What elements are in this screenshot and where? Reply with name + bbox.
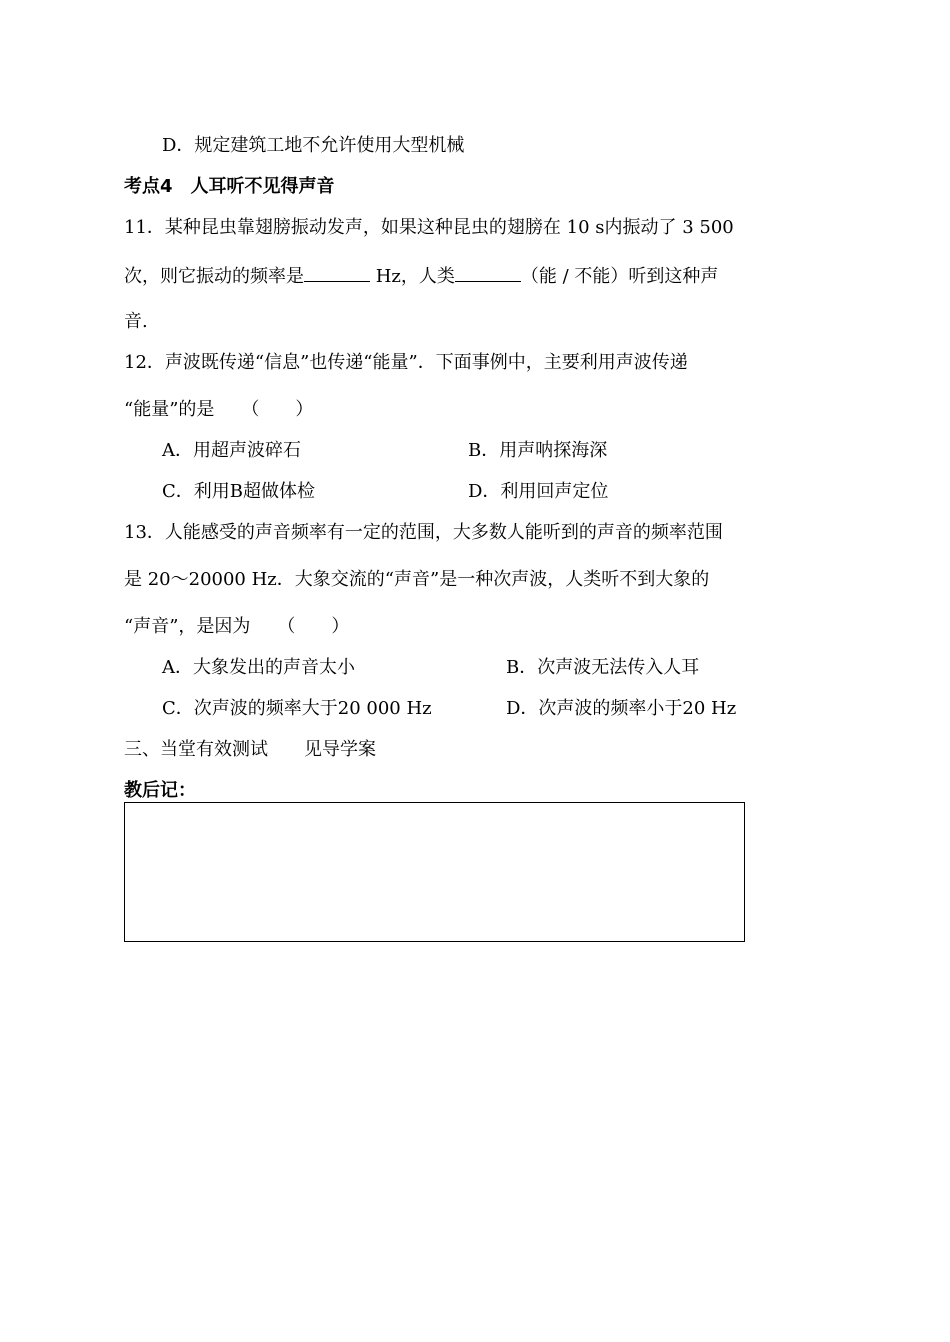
q11-line-3: 音. [124,311,148,332]
q12-line-2: “能量”的是 （ ） [124,399,314,420]
notes-box[interactable] [124,802,745,942]
section-4-heading: 考点4 人耳听不见得声音 [124,176,335,197]
q11-text-c: （能 / 不能）听到这种声 [520,266,719,287]
notes-label: 教后记： [124,780,196,801]
q13-line-3: “声音”，是因为 （ ） [124,616,350,637]
prev-question-option-d: D．规定建筑工地不允许使用大型机械 [162,135,465,156]
q13-option-a: A．大象发出的声音太小 [162,657,355,678]
q11-line-1: 11．某种昆虫靠翅膀振动发声，如果这种昆虫的翅膀在 10 s内振动了 3 500 [124,217,734,238]
q12-option-b: B．用声呐探海深 [468,440,608,461]
q13-option-c: C．次声波的频率大于20 000 Hz [162,698,432,719]
q12-option-c: C．利用B超做体检 [162,481,315,502]
q12-line-1: 12．声波既传递“信息”也传递“能量”．下面事例中，主要利用声波传递 [124,352,688,373]
q13-option-d: D．次声波的频率小于20 Hz [506,698,737,719]
q11-text-a: 次，则它振动的频率是 [124,266,304,287]
q11-text-b: Hz，人类 [370,266,455,287]
q11-line-2 [124,263,718,289]
q12-option-d: D．利用回声定位 [468,481,609,502]
q13-line-1: 13．人能感受的声音频率有一定的范围，大多数人能听到的声音的频率范围 [124,522,723,543]
section-3-heading: 三、当堂有效测试 见导学案 [124,739,376,760]
q13-option-b: B．次声波无法传入人耳 [506,657,700,678]
q11-blank-can-hear[interactable] [455,263,521,282]
q13-line-2: 是 20～20000 Hz．大象交流的“声音”是一种次声波，人类听不到大象的 [124,569,710,590]
q11-blank-frequency[interactable] [304,263,370,282]
q12-option-a: A．用超声波碎石 [162,440,301,461]
